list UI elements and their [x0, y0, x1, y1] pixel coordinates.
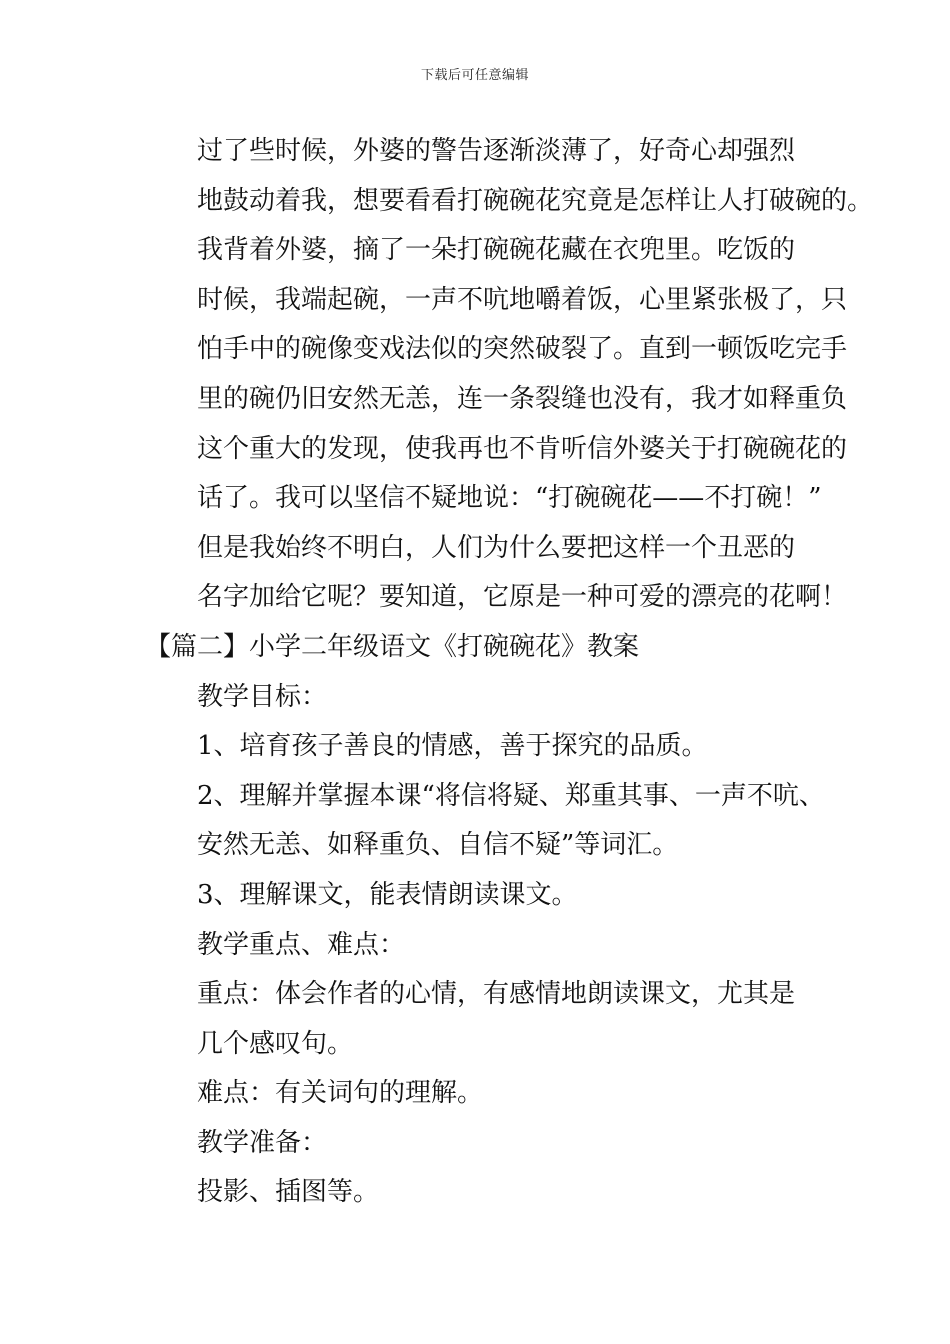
text-line: 3、理解课文，能表情朗读课文。 — [197, 879, 578, 910]
paragraph-experiment — [145, 226, 848, 524]
text-line: 教学目标： — [197, 681, 328, 712]
text-line: 怕手中的碗像变戏法似的突然破裂了。直到一顿饭吃完手 — [197, 334, 848, 365]
section-heading — [145, 623, 825, 673]
paragraph-key-point — [145, 970, 825, 1069]
paragraph-goal-3 — [145, 871, 825, 921]
text-line: 名字加给它呢？要知道，它原是一种可爱的漂亮的花啊！ — [197, 582, 848, 613]
text-line: 这个重大的发现，使我再也不肯听信外婆关于打碗碗花的 — [197, 433, 848, 464]
text-line: 难点：有关词句的理解。 — [197, 1078, 484, 1109]
paragraph-preparation — [145, 1168, 825, 1218]
paragraph-curiosity — [145, 127, 874, 226]
text-line: 地鼓动着我，想要看看打碗碗花究竟是怎样让人打破碗的。 — [197, 185, 874, 216]
document-body — [145, 127, 874, 1218]
paragraph-preparation-heading — [145, 1119, 825, 1169]
text-line: 但是我始终不明白，人们为什么要把这样一个丑恶的 — [197, 532, 796, 563]
text-line: 重点：体会作者的心情，有感情地朗读课文，尤其是 — [197, 979, 796, 1010]
section-title: 【篇二】小学二年级语文《打碗碗花》教案 — [145, 631, 640, 662]
text-line: 几个感叹句。 — [197, 1028, 354, 1059]
text-line: 投影、插图等。 — [197, 1177, 380, 1208]
text-line: 1、培育孩子善良的情感，善于探究的品质。 — [197, 731, 708, 762]
paragraph-difficulty — [145, 1069, 825, 1119]
text-line: 话了。我可以坚信不疑地说：“打碗碗花——不打碗！” — [197, 483, 822, 514]
text-line: 过了些时候，外婆的警告逐渐淡薄了，好奇心却强烈 — [197, 136, 796, 166]
text-line: 我背着外婆，摘了一朵打碗碗花藏在衣兜里。吃饭的 — [197, 235, 796, 266]
header-note: 下载后可任意编辑 — [420, 68, 529, 83]
paragraph-key-points-heading — [145, 921, 825, 971]
text-line: 时候，我端起碗，一声不吭地嚼着饭，心里紧张极了，只 — [197, 284, 848, 315]
paragraph-goal-2 — [145, 772, 825, 871]
text-line: 2、理解并掌握本课“将信将疑、郑重其事、一声不吭、 — [197, 780, 825, 811]
text-line: 安然无恙、如释重负、自信不疑”等词汇。 — [197, 830, 679, 861]
text-line: 教学重点、难点： — [197, 929, 406, 960]
text-line: 里的碗仍旧安然无恙，连一条裂缝也没有，我才如释重负 — [197, 383, 848, 414]
paragraph-question — [145, 524, 848, 623]
paragraph-goals-heading — [145, 673, 825, 723]
paragraph-goal-1 — [145, 722, 825, 772]
text-line: 教学准备： — [197, 1127, 328, 1158]
